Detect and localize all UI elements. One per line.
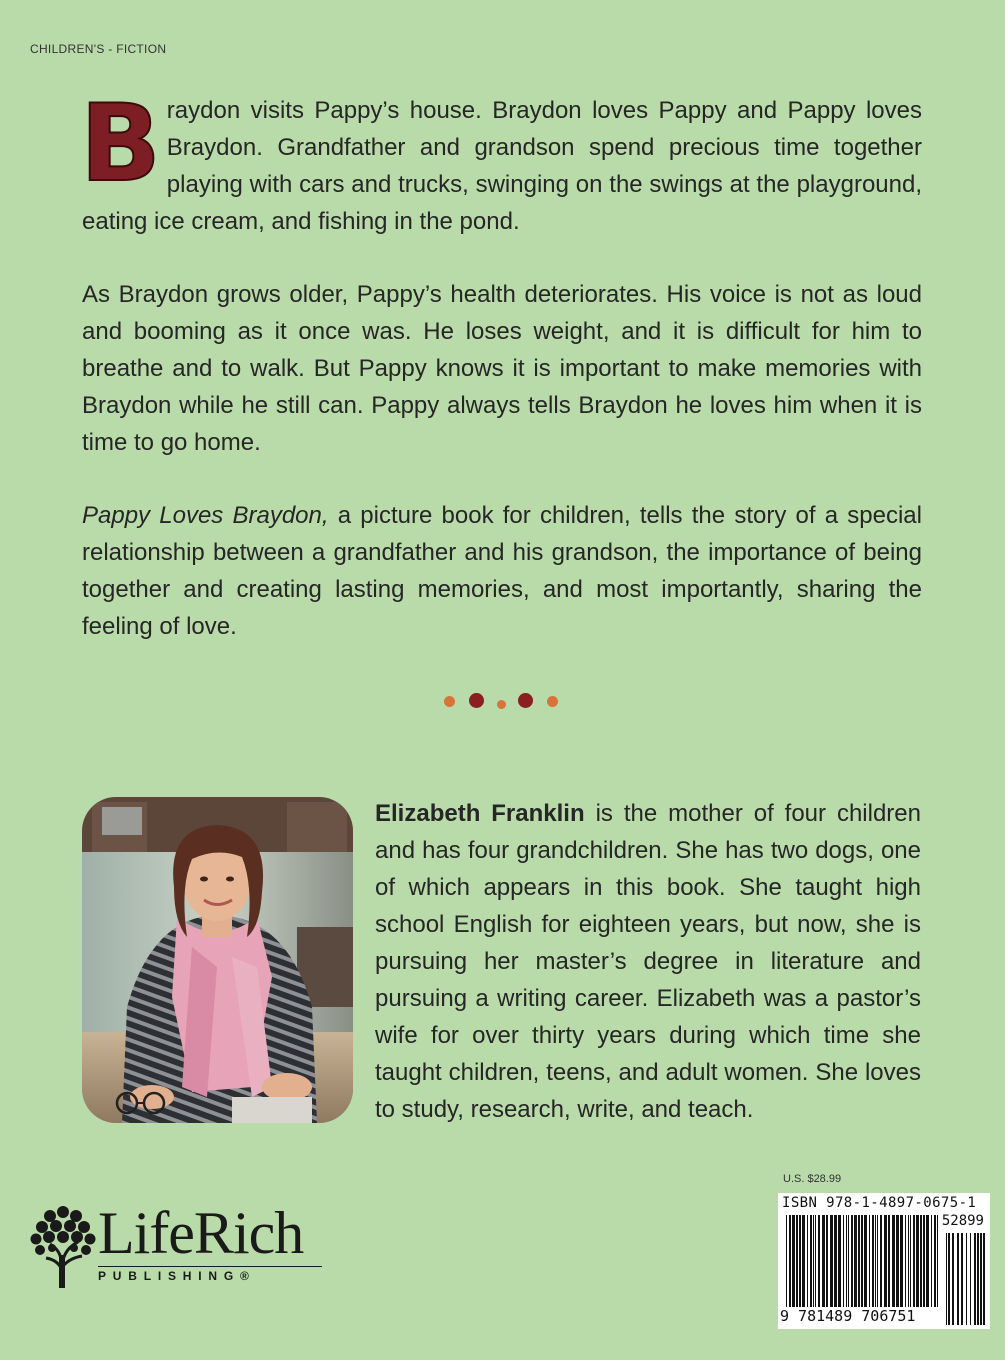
barcode-bar	[799, 1215, 801, 1307]
barcode-bar	[869, 1215, 870, 1307]
decorative-dots-divider	[443, 689, 563, 713]
description-paragraph-1	[80, 82, 922, 240]
barcode-bar	[937, 1215, 938, 1307]
divider-dot	[497, 700, 506, 709]
divider-dot	[547, 696, 558, 707]
publisher-name: LifeRich	[98, 1200, 304, 1266]
barcode-bar	[877, 1215, 878, 1307]
isbn-number: ISBN 978-1-4897-0675-1	[782, 1195, 977, 1211]
barcode-bar	[851, 1215, 853, 1307]
author-bio	[375, 795, 921, 1128]
barcode-bar	[838, 1215, 841, 1307]
author-portrait-illustration	[82, 797, 353, 1123]
divider-dot	[469, 693, 484, 708]
barcode-bar	[875, 1215, 876, 1307]
book-description	[80, 82, 922, 681]
barcode-bar	[926, 1215, 929, 1307]
barcode-bar	[802, 1215, 805, 1307]
tree-icon	[28, 1200, 98, 1288]
barcode-bar	[923, 1215, 925, 1307]
barcode-bar	[796, 1215, 798, 1307]
price-label: U.S. $28.99	[783, 1173, 842, 1185]
barcode-bar	[916, 1215, 919, 1307]
barcode-bar	[789, 1215, 791, 1307]
barcode-bar	[815, 1215, 816, 1307]
barcode-bar	[858, 1215, 860, 1307]
isbn-barcode	[778, 1193, 990, 1329]
barcode-bar	[880, 1215, 882, 1307]
author-name: Elizabeth Franklin	[375, 800, 585, 827]
barcode-addon-bar	[957, 1233, 959, 1325]
barcode-bar	[826, 1215, 828, 1307]
divider-dot	[444, 696, 455, 707]
barcode-bar	[822, 1215, 825, 1307]
barcode-addon-bar	[980, 1233, 982, 1325]
barcode-addon-bar	[946, 1233, 947, 1325]
barcode-digits: 9 781489 706751	[780, 1307, 916, 1325]
barcode-bar	[813, 1215, 814, 1307]
description-paragraph-2: As Braydon grows older, Pappy’s health deteriorates. His voice is not as loud and booming as it once was. He loses weight, and it is difficult for him to breathe and to walk. But Pappy knows it is important to make memories with Braydon while he still can. Pappy always tells Braydon he loves him when it is time to go home.	[82, 281, 922, 456]
barcode-bar	[913, 1215, 915, 1307]
divider-dot	[518, 693, 533, 708]
barcode-bar	[848, 1215, 849, 1307]
category-label: CHILDREN'S - FICTION	[30, 42, 167, 56]
barcode-bar	[900, 1215, 903, 1307]
barcode-bar	[807, 1215, 808, 1307]
barcode-bar	[834, 1215, 837, 1307]
barcode-bar	[920, 1215, 922, 1307]
barcode-bar	[934, 1215, 936, 1307]
barcode-bar	[884, 1215, 887, 1307]
author-bio-text: is the mother of four children and has four grandchildren. She has two dogs, one of which appears in this book. She taught high school English for eighteen years, but now, she is pursuing her master’s degree in literature and pursuing a writing career. Elizabeth was a pastor’s wife for over thirty years during which time she taught children, teens, and adult women. She loves to study, research, write, and teach.	[375, 800, 921, 1123]
barcode-bar	[818, 1215, 820, 1307]
barcode-bar	[846, 1215, 847, 1307]
book-title-italic: Pappy Loves Braydon,	[82, 502, 329, 529]
barcode-addon-bar	[966, 1233, 967, 1325]
barcode-bar	[792, 1215, 795, 1307]
author-photo	[82, 797, 353, 1123]
price-addon-code: 52899	[941, 1213, 984, 1229]
barcode-addon-bar	[974, 1233, 976, 1325]
drop-cap: B	[80, 82, 161, 205]
barcode-bar	[864, 1215, 867, 1307]
barcode-addon-bar	[948, 1233, 950, 1325]
barcode-bar	[892, 1215, 895, 1307]
barcode-addon-bar	[952, 1233, 954, 1325]
barcode-bar	[810, 1215, 812, 1307]
barcode-bar	[861, 1215, 863, 1307]
barcode-addon-bar	[977, 1233, 979, 1325]
barcode-bar	[872, 1215, 874, 1307]
barcode-bar	[843, 1215, 844, 1307]
description-paragraph-3	[82, 497, 922, 645]
barcode-bar	[908, 1215, 909, 1307]
paragraph-3-text: a picture book for children, tells the story of a special relationship between a grandfather and his grandson, the importance of being together and creating lasting memories, and most importantly, sharing the feeling of love.	[82, 502, 922, 640]
barcode-bar	[830, 1215, 833, 1307]
barcode-addon-bar	[961, 1233, 963, 1325]
barcode-bar	[931, 1215, 932, 1307]
barcode-addon-bar	[983, 1233, 985, 1325]
publisher-subtitle: PUBLISHING®	[98, 1266, 322, 1283]
barcode-bar	[905, 1215, 906, 1307]
barcode-bar	[896, 1215, 899, 1307]
barcode-bar	[854, 1215, 857, 1307]
publisher-logo	[28, 1200, 328, 1290]
barcode-bar	[888, 1215, 890, 1307]
paragraph-1-text: raydon visits Pappy’s house. Braydon loves Pappy and Pappy loves Braydon. Grandfather and grandson spend precious time together playing with cars and trucks, swinging on the swings at the playground, eating ice cream, and fishing in the pond.	[82, 97, 922, 235]
barcode-bar	[910, 1215, 911, 1307]
barcode-addon-bar	[970, 1233, 971, 1325]
barcode-bar	[786, 1215, 787, 1307]
